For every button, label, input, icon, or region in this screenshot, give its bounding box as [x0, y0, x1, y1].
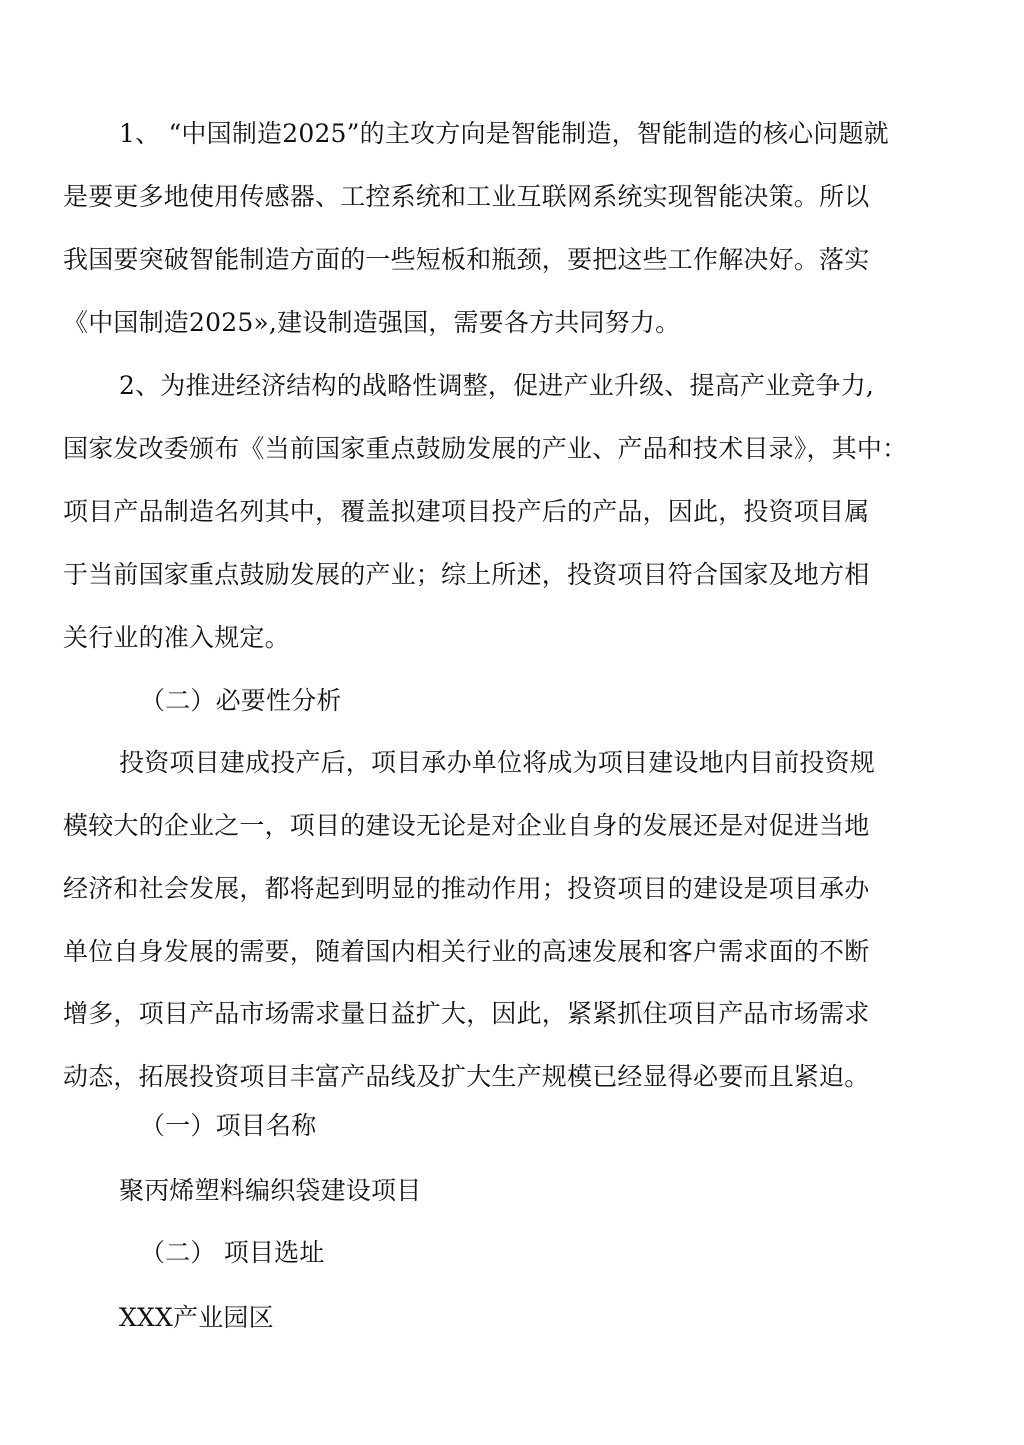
paragraph-3-line-3: 经济和社会发展，都将起到明显的推动作用；投资项目的建设是项目承办	[63, 874, 870, 903]
paragraph-1-line-4: 《中国制造2025»,建设制造强国，需要各方共同努力。	[63, 308, 681, 337]
paragraph-1-line-2: 是要更多地使用传感器、工控系统和工业互联网系统实现智能决策。所以	[63, 182, 870, 211]
paragraph-3-line-5: 增多，项目产品市场需求量日益扩大，因此，紧紧抓住项目产品市场需求	[63, 999, 870, 1028]
paragraph-3-line-1: 投资项目建成投产后，项目承办单位将成为项目建设地内目前投资规	[119, 748, 876, 777]
paragraph-1-line-1: 1、 “中国制造2025”的主攻方向是智能制造，智能制造的核心问题就	[119, 119, 889, 148]
paragraph-2-line-5: 关行业的准入规定。	[63, 623, 290, 652]
section-heading-necessity: （二）必要性分析	[140, 686, 342, 715]
project-site-value: XXX产业园区	[119, 1303, 274, 1332]
paragraph-2-line-2: 国家发改委颁布《当前国家重点鼓励发展的产业、产品和技术目录》，其中：	[63, 434, 908, 463]
project-name-value: 聚丙烯塑料编织袋建设项目	[119, 1176, 422, 1205]
section-heading-project-name: （一）项目名称	[140, 1111, 317, 1140]
paragraph-3-line-6: 动态，拓展投资项目丰富产品线及扩大生产规模已经显得必要而且紧迫。	[63, 1062, 870, 1091]
paragraph-2-line-1: 2、为推进经济结构的战略性调整，促进产业升级、提高产业竞争力,	[119, 371, 875, 400]
paragraph-2-line-4: 于当前国家重点鼓励发展的产业；综上所述，投资项目符合国家及地方相	[63, 560, 870, 589]
paragraph-3-line-2: 模较大的企业之一，项目的建设无论是对企业自身的发展还是对促进当地	[63, 811, 870, 840]
paragraph-2-line-3: 项目产品制造名列其中，覆盖拟建项目投产后的产品，因此，投资项目属	[63, 497, 870, 526]
paragraph-3-line-4: 单位自身发展的需要，随着国内相关行业的高速发展和客户需求面的不断	[63, 937, 870, 966]
paragraph-1-line-3: 我国要突破智能制造方面的一些短板和瓶颈，要把这些工作解决好。落实	[63, 245, 870, 274]
section-heading-project-site: （二） 项目选址	[140, 1238, 325, 1267]
